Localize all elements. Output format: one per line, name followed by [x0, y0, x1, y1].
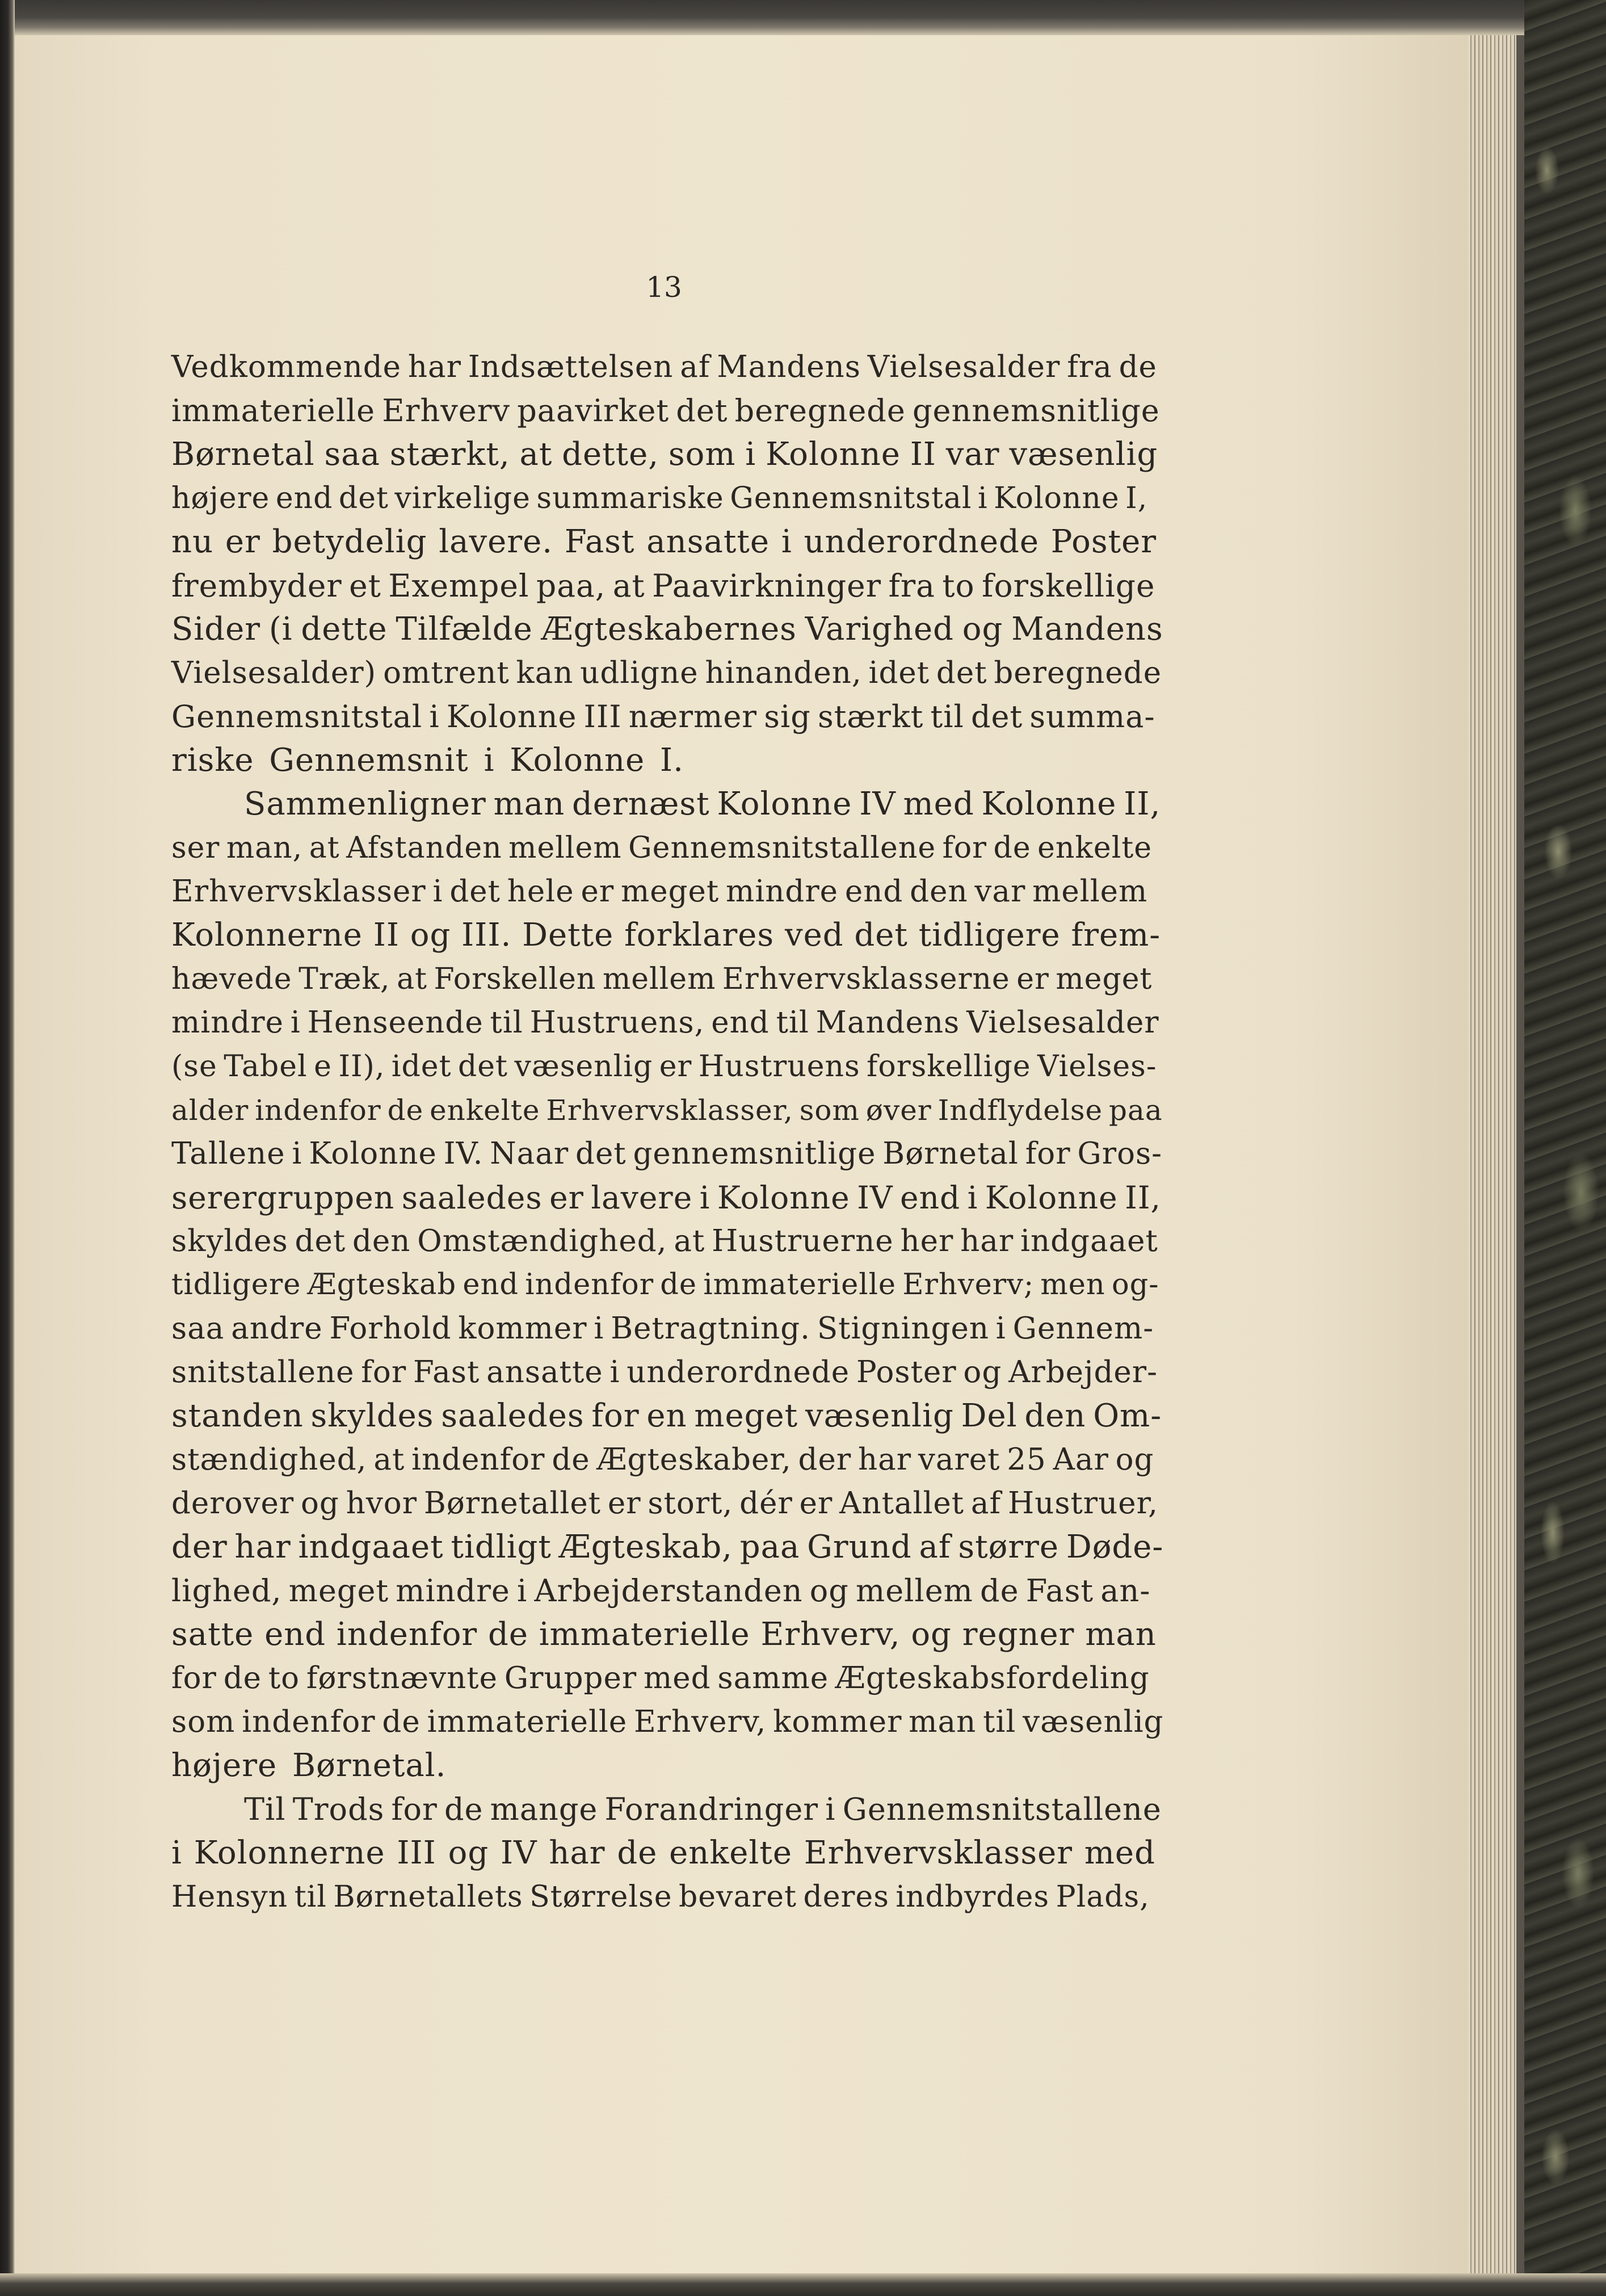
text-line: serergruppen saaledes er lavere i Kolonne IV end i Kolonne II,: [171, 1180, 1162, 1216]
text-line: hævede Træk, at Forskellen mellem Erhvervsklasserne er meget: [171, 962, 1153, 996]
text-line: højere end det virkelige summariske Gennemsnitstal i Kolonne I,: [171, 481, 1148, 515]
text-line: ser man, at Afstanden mellem Gennemsnitstallene for de enkelte: [171, 831, 1152, 865]
text-line: nu er betydelig lavere. Fast ansatte i underordnede Poster: [171, 523, 1157, 560]
text-line: snitstallene for Fast ansatte i underordnede Poster og Arbejder-: [171, 1355, 1158, 1390]
text-line: standen skyldes saaledes for en meget væsenlig Del den Om-: [171, 1397, 1162, 1434]
text-line: Til Trods for de mange Forandringer i Gennemsnitstallene: [244, 1791, 1162, 1827]
text-line: Børnetal saa stærkt, at dette, som i Kolonne II var væsenlig: [171, 436, 1158, 473]
text-line: satte end indenfor de immaterielle Erhverv, og regner man: [171, 1616, 1157, 1653]
text-line: mindre i Henseende til Hustruens, end til Mandens Vielsesalder: [171, 1005, 1159, 1040]
text-line: Sammenligner man dernæst Kolonne IV med Kolonne II,: [244, 786, 1161, 822]
text-line: højere Børnetal.: [171, 1747, 447, 1784]
text-line: som indenfor de immaterielle Erhverv, kommer man til væsenlig: [171, 1705, 1164, 1739]
text-line: der har indgaaet tidligt Ægteskab, paa Grund af større Døde-: [171, 1529, 1164, 1565]
text-line: derover og hvor Børnetallet er stort, dér er Antallet af Hustruer,: [171, 1486, 1159, 1521]
text-line: Sider (i dette Tilfælde Ægteskabernes Varighed og Mandens: [171, 611, 1163, 648]
text-line: skyldes det den Omstændighed, at Hustruerne her har indgaaet: [171, 1224, 1158, 1258]
text-line: Vielsesalder) omtrent kan udligne hinanden, idet det beregnede: [171, 656, 1162, 690]
text-line: saa andre Forhold kommer i Betragtning. Stigningen i Gennem-: [171, 1311, 1154, 1346]
text-line: for de to førstnævnte Grupper med samme Ægteskabsfordeling: [171, 1661, 1150, 1695]
text-line: riske Gennemsnit i Kolonne I.: [171, 742, 684, 779]
text-line: frembyder et Exempel paa, at Paavirkninger fra to forskellige: [171, 568, 1155, 604]
text-line: Vedkommende har Indsættelsen af Mandens Vielsesalder fra de: [171, 350, 1157, 384]
text-line: Tallene i Kolonne IV. Naar det gennemsnitlige Børnetal for Gros-: [171, 1136, 1163, 1171]
text-line: alder indenfor de enkelte Erhvervsklasser, som øver Indflydelse paa: [171, 1094, 1163, 1127]
text-line: stændighed, at indenfor de Ægteskaber, der har varet 25 Aar og: [171, 1442, 1154, 1477]
text-line: lighed, meget mindre i Arbejderstanden og mellem de Fast an-: [171, 1573, 1151, 1609]
text-line: Hensyn til Børnetallets Størrelse bevaret deres indbyrdes Plads,: [171, 1880, 1150, 1914]
text-line: Erhvervsklasser i det hele er meget mindre end den var mellem: [171, 874, 1148, 909]
text-line: (se Tabel e II), idet det væsenlig er Hustruens forskellige Vielses-: [171, 1050, 1157, 1084]
text-line: immaterielle Erhverv paavirket det beregnede gennemsnitlige: [171, 393, 1160, 429]
text-line: Gennemsnitstal i Kolonne III nærmer sig stærkt til det summa-: [171, 699, 1155, 734]
text-line: tidligere Ægteskab end indenfor de immaterielle Erhverv; men og-: [171, 1268, 1159, 1302]
text-line: Kolonnerne II og III. Dette forklares ved det tidligere frem-: [171, 917, 1161, 954]
page-number: 13: [646, 271, 682, 304]
text-line: i Kolonnerne III og IV har de enkelte Erhvervsklasser med: [171, 1835, 1155, 1871]
